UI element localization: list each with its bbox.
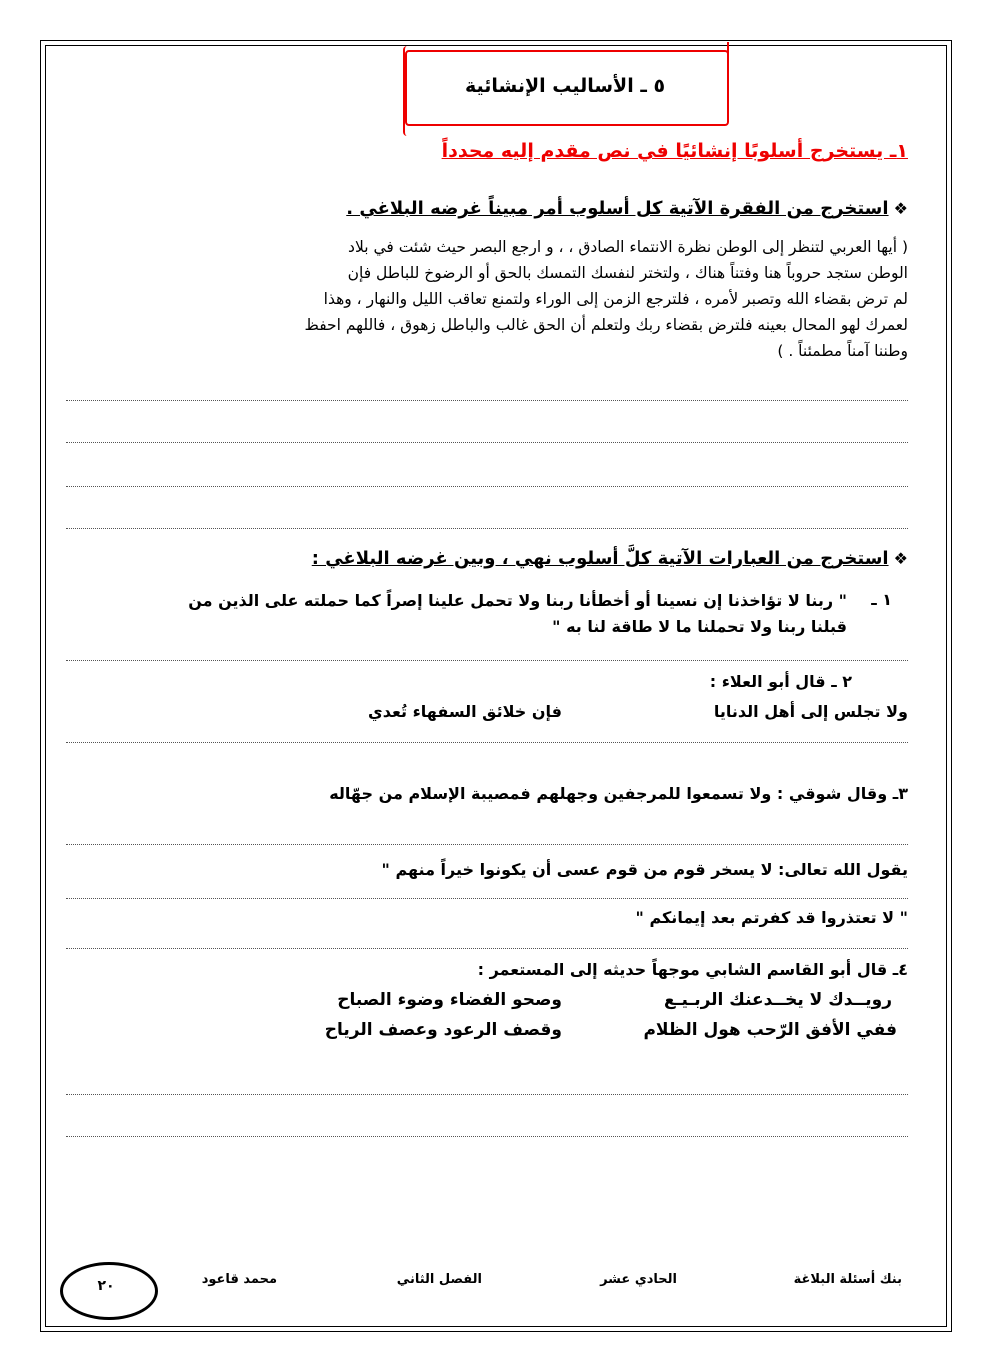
answer-line[interactable] [66, 1094, 908, 1095]
q2-heading: استخرج من العبارات الآتية كلَّ أسلوب نهي ، وبين غرضه البلاغي : [311, 548, 889, 569]
item1-line: " ربنا لا تؤاخذنا إن نسينا أو أخطأنا ربنا ولا تحمل علينا إصراً كما حملته على الذين من [188, 591, 847, 610]
paragraph-line: الوطن ستجد حروباً هنا وفتناً هناك ، ولتختر لنفسك التمسك بالحق أو الرضوخ للباطل فإن [347, 264, 908, 282]
verse-hemistich-right: ولا تجلس إلى أهل الدنايا [713, 702, 908, 721]
answer-line[interactable] [66, 898, 908, 899]
verse-hemistich-right: رويــدك لا يخــدعنك الربـيـع [664, 990, 892, 1010]
footer-author: محمد قاعود [201, 1272, 277, 1287]
quran-verse-2: " لا تعتذروا قد كفرتم بعد إيمانكم " [635, 908, 908, 927]
answer-line[interactable] [66, 844, 908, 845]
q2-heading-row [88, 548, 908, 569]
item-number: ١ ـ [871, 590, 892, 609]
answer-line[interactable] [66, 1136, 908, 1137]
footer-semester: الفصل الثاني [396, 1272, 482, 1287]
quran-verse-1: يقول الله تعالى: لا يسخر قوم من قوم عسى أن يكونوا خيراً منهم " [381, 860, 908, 879]
page-number: ٢٠ [97, 1278, 115, 1294]
answer-line[interactable] [66, 528, 908, 529]
item2-head: ٢ ـ قال أبو العلاء : [709, 672, 852, 691]
diamond-bullet-icon: ❖ [893, 199, 908, 218]
paragraph-line: لعمرك لهو المحال بعينه فلترض بقضاء ربك ولتعلم أن الحق غالب والباطل زهوق ، فاللهم احفظ [304, 316, 908, 334]
paragraph-line: لم ترض بقضاء الله وتصبر لأمره ، فلترجع الزمن إلى الوراء ولتمنع تعاقب الليل والنهار ، وهذا [323, 290, 908, 308]
answer-line[interactable] [66, 660, 908, 661]
q1-paragraph [78, 234, 908, 364]
verse-hemistich-right: ففي الأفق الرّحب هول الظلام [643, 1020, 897, 1040]
answer-line[interactable] [66, 486, 908, 487]
item3-text: ٣ـ وقال شوقي : ولا تسمعوا للمرجفين وجهلهم فمصيبة الإسلام من جهّاله [329, 784, 908, 803]
item1-text [67, 588, 847, 640]
q1-heading: استخرج من الفقرة الآتية كل أسلوب أمر مبيناً غرضه البلاغي . [346, 198, 889, 219]
answer-line[interactable] [66, 400, 908, 401]
item1-line: قبلنا ربنا ولا تحملنا ما لا طاقة لنا به " [552, 617, 847, 636]
section-heading: ١ـ يستخرج أسلوبًا إنشائيًا في نص مقدم إليه محدداً [441, 140, 908, 162]
diamond-bullet-icon: ❖ [893, 549, 908, 568]
verse-hemistich-left: فإن خلائق السفهاء تُعدي [368, 702, 562, 721]
item4-head: ٤ـ قال أبو القاسم الشابي موجهاً حديثه إلى المستعمر : [477, 960, 908, 979]
verse-hemistich-left: وصحو الفضاء وضوء الصباح [337, 990, 562, 1010]
verse-hemistich-left: وقصف الرعود وعصف الرياح [324, 1020, 562, 1040]
answer-line[interactable] [66, 742, 908, 743]
footer-bank-title: بنك أسئلة البلاغة [793, 1272, 902, 1287]
paragraph-line: وطننا آمناً مطمئناً . ) [777, 342, 908, 360]
answer-line[interactable] [66, 442, 908, 443]
page-title: ٥ ـ الأساليب الإنشائية [464, 75, 666, 97]
paragraph-line: ( أيها العربي لتنظر إلى الوطن نظرة الانتماء الصادق ، ، و ارجع البصر حيث شئت في بلاد [348, 238, 908, 256]
footer-grade: الحادي عشر [600, 1272, 677, 1287]
q1-heading-row [88, 198, 908, 219]
answer-line[interactable] [66, 948, 908, 949]
